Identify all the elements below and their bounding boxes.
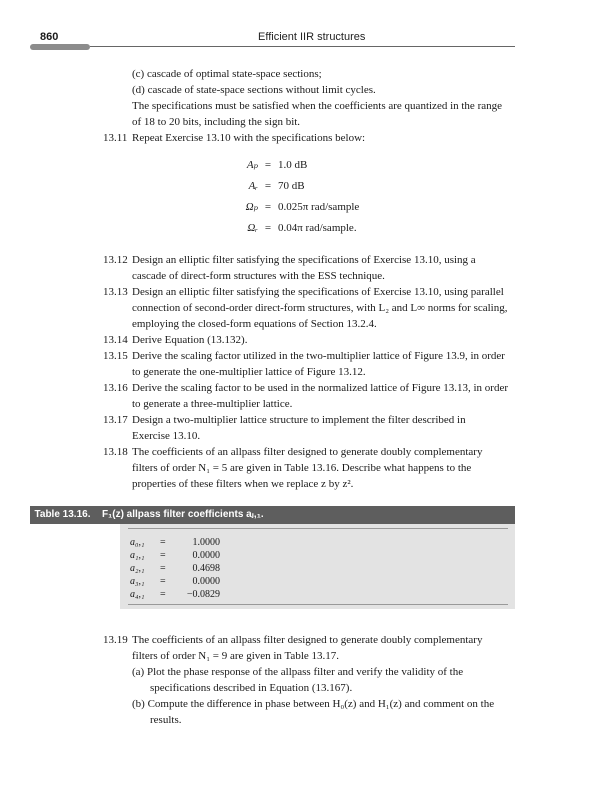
exercise-line: Exercise 13.10. [132, 430, 201, 442]
exercise-line: cascade of direct-form structures with the ESS technique. [132, 270, 385, 282]
exercise-line: Design an elliptic filter satisfying the specifications of Exercise 13.10, using a [132, 254, 476, 266]
header-rule [90, 46, 515, 47]
spec-note-line-2: of 18 to 20 bits, including the sign bit. [132, 116, 301, 128]
exercise-line: Derive Equation (13.132). [132, 334, 248, 346]
spec-symbol: Ωₚ [245, 201, 258, 213]
spec-value: 1.0 dB [278, 159, 308, 171]
spec-equation: Ωₚ = 0.025π rad/sample [222, 199, 359, 215]
spec-value: 0.04π rad/sample. [278, 222, 357, 234]
coef-symbol: a₀,₁ [130, 537, 145, 548]
coef-value: 1.0000 [192, 537, 220, 548]
exercise-line: properties of these filters when we replace z by z². [132, 478, 354, 490]
subitem-a-line: specifications described in Equation (13.167). [150, 682, 353, 694]
spec-value: 0.025π rad/sample [278, 201, 360, 213]
exercise-line: The coefficients of an allpass filter designed to generate doubly complementary [132, 634, 483, 646]
item-d: (d) cascade of state-space sections without limit cycles. [132, 84, 376, 96]
exercise-line: Design an elliptic filter satisfying the specifications of Exercise 13.10, using parallel [132, 286, 504, 298]
exercise-line: filters of order N₁ = 9 are given in Table 13.17. [132, 650, 340, 662]
page-number: 860 [40, 31, 59, 43]
table-row: a₂,₁ = 0.4698 [130, 563, 220, 574]
subitem-b-line: results. [150, 714, 182, 726]
exercise-line: connection of second-order direct-form structures, with L₂ and L∞ norms for scaling, [132, 302, 508, 314]
exercise-number: 13.13 [103, 286, 128, 298]
exercise-line: Design a two-multiplier lattice structure to implement the filter described in [132, 414, 466, 426]
exercise-number: 13.15 [103, 350, 128, 362]
exercise-number: 13.18 [103, 446, 128, 458]
table-row: a₁,₁ = 0.0000 [130, 550, 220, 561]
table-top-rule [128, 528, 508, 529]
exercise-line: Derive the scaling factor to be used in the normalized lattice of Figure 13.13, in order [132, 382, 509, 394]
spec-equation: Aᵣ = 70 dB [222, 178, 305, 194]
table-caption: F₁(z) allpass filter coefficients aⱼ,₁. [102, 509, 264, 520]
coef-symbol: a₂,₁ [130, 563, 145, 574]
exercise-line: filters of order N₁ = 5 are given in Table 13.16. Describe what happens to the [132, 462, 472, 474]
spec-value: 70 dB [278, 180, 305, 192]
header-tab-bar [30, 44, 90, 50]
table-row: a₄,₁ = −0.0829 [130, 589, 220, 600]
running-title: Efficient IIR structures [258, 31, 366, 43]
exercise-number: 13.11 [103, 132, 128, 144]
spec-note-line-1: The specifications must be satisfied when the coefficients are quantized in the range [132, 100, 502, 112]
spec-symbol: Ωᵣ [247, 222, 258, 234]
exercise-text: Repeat Exercise 13.10 with the specifications below: [132, 132, 366, 144]
table-row: a₀,₁ = 1.0000 [130, 537, 220, 548]
coef-symbol: a₁,₁ [130, 550, 145, 561]
coef-value: 0.0000 [192, 550, 220, 561]
coef-symbol: a₃,₁ [130, 576, 145, 587]
coef-value: −0.0829 [186, 589, 220, 600]
coef-value: 0.0000 [192, 576, 220, 587]
spec-symbol: Aₚ [246, 159, 258, 171]
subitem-b-line: (b) Compute the difference in phase between H₀(z) and H₁(z) and comment on the [132, 698, 495, 710]
item-c: (c) cascade of optimal state-space sections; [132, 68, 322, 80]
spec-equation: Aₚ = 1.0 dB [222, 157, 307, 173]
coef-symbol: a₄,₁ [130, 589, 145, 600]
table-row: a₃,₁ = 0.0000 [130, 576, 220, 587]
exercise-number: 13.19 [103, 634, 128, 646]
coef-value: 0.4698 [192, 563, 220, 574]
spec-equation: Ωᵣ = 0.04π rad/sample. [222, 220, 357, 236]
table-label: Table 13.16. [30, 506, 95, 524]
exercise-line: to generate a three-multiplier lattice. [132, 398, 293, 410]
exercise-line: employing the closed-form equations of Section 13.2.4. [132, 318, 377, 330]
exercise-line: to generate the one-multiplier lattice of Figure 13.12. [132, 366, 366, 378]
subitem-a-line: (a) Plot the phase response of the allpass filter and verify the validity of the [132, 666, 464, 678]
exercise-number: 13.17 [103, 414, 128, 426]
exercise-number: 13.16 [103, 382, 128, 394]
exercise-number: 13.12 [103, 254, 128, 266]
exercise-line: The coefficients of an allpass filter designed to generate doubly complementary [132, 446, 483, 458]
exercise-number: 13.14 [103, 334, 128, 346]
spec-symbol: Aᵣ [248, 180, 258, 192]
table-bottom-rule [128, 604, 508, 605]
exercise-line: Derive the scaling factor utilized in the two-multiplier lattice of Figure 13.9, in order [132, 350, 505, 362]
